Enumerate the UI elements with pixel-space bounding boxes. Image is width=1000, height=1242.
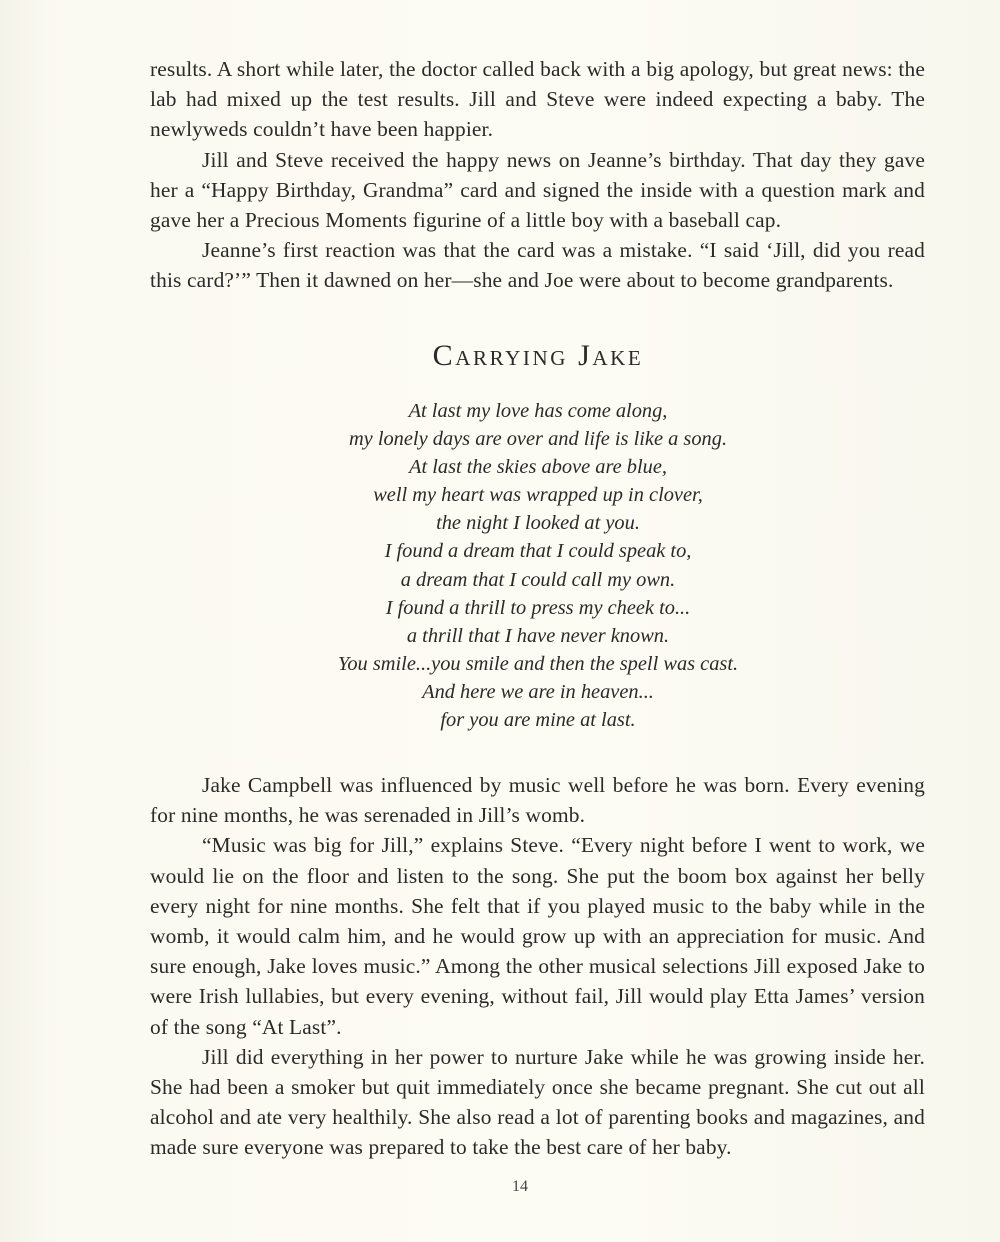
lyric-line: You smile...you smile and then the spell was cast.: [337, 652, 739, 675]
lyric-line: for you are mine at last.: [440, 709, 636, 732]
bottom-text-block: [150, 770, 925, 1163]
paragraph: Jill and Steve received the happy news on Jeanne’s birthday. That day they gave her a “Happy Birthday, Grandma” card and signed the inside with a question mark and gave her a Precious Moments figurine of a little boy with a baseball cap.: [150, 147, 925, 233]
lyric-line: a thrill that I have never known.: [406, 624, 670, 647]
lyric-line: my lonely days are over and life is like a song.: [348, 428, 728, 451]
paragraph: Jake Campbell was influenced by music well before he was born. Every evening for nine months, he was serenaded in Jill’s womb.: [150, 773, 925, 828]
paragraph: “Music was big for Jill,” explains Steve. “Every night before I went to work, we would lie on the floor and listen to the song. She put the boom box against her belly every night for nine months. She felt that if you played music to the baby while in the womb, it would calm him, and he would grow up with an appreciation for music. And sure enough, Jake loves music.” Among the other musical selections Jill exposed Jake to were Irish lullabies, but every evening, without fail, Jill would play Etta James’ version of the song “At Last”.: [150, 833, 925, 1039]
section-heading: Carrying Jake: [432, 339, 644, 372]
lyric-line: At last my love has come along,: [408, 400, 668, 422]
page-number: 14: [512, 1178, 528, 1195]
paragraph: Jeanne’s first reaction was that the card was a mistake. “I said ‘Jill, did you read this card?’” Then it dawned on her—she and Joe were about to become grandparents.: [150, 238, 925, 293]
lyric-line: a dream that I could call my own.: [400, 568, 676, 591]
song-lyrics: [0, 397, 1000, 734]
lyric-line: well my heart was wrapped up in clover,: [373, 484, 703, 507]
paragraph: Jill did everything in her power to nurture Jake while he was growing inside her. She had been a smoker but quit immediately once she became pregnant. She cut out all alcohol and ate very healthily. She also read a lot of parenting books and magazines, and made sure everyone was prepared to take the best care of her baby.: [150, 1044, 925, 1160]
lyric-line: At last the skies above are blue,: [408, 456, 668, 479]
lyric-line: the night I looked at you.: [436, 512, 640, 535]
lyric-line: I found a thrill to press my cheek to...: [385, 596, 691, 619]
lyric-line: I found a dream that I could speak to,: [384, 540, 692, 563]
lyric-line: And here we are in heaven...: [422, 680, 654, 703]
top-text-block: [150, 54, 925, 296]
paragraph-continuation: results. A short while later, the doctor called back with a big apology, but great news: the lab had mixed up the test results. Jill and Steve were indeed expecting a baby. The newlyweds couldn’t have been happier.: [150, 57, 925, 142]
